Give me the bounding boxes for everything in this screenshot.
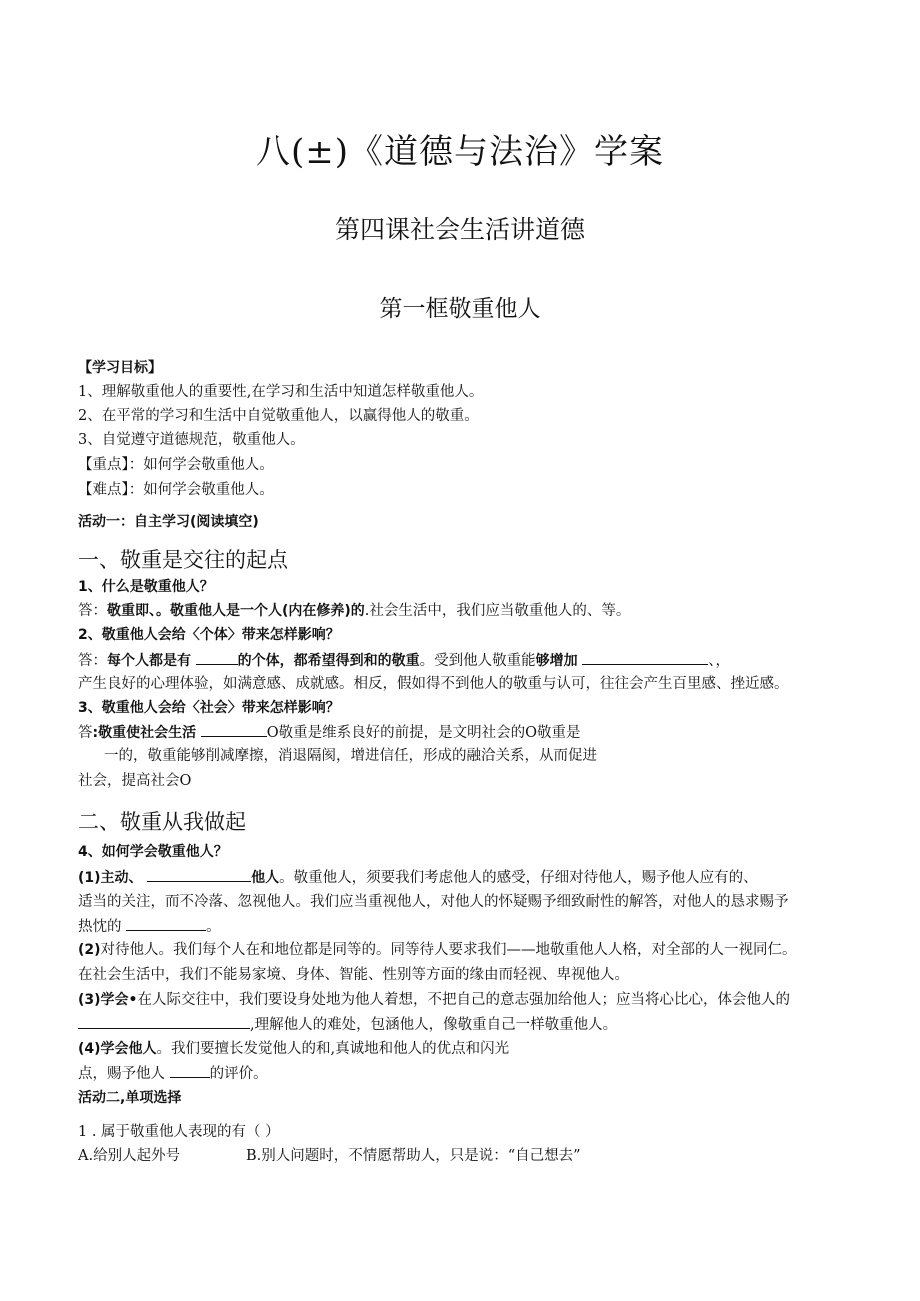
lesson-title: 第四课社会生活讲道德 — [334, 215, 585, 244]
method-1-line2: 适当的关注，而不冷落、忽视他人。我们应当重视他人，对他人的怀疑赐予细致耐性的解答，对他人的恳求赐予 — [78, 894, 789, 910]
fill-blank[interactable] — [196, 650, 238, 665]
question-3: 3、敬重他人会给〈社会〉带来怎样影响？ — [78, 700, 340, 716]
option-a: A.给别人起外号 — [78, 1148, 181, 1164]
answer-3-line3: 社会，提高社会O — [78, 773, 192, 789]
part1-heading: 一、敬重是交往的起点 — [78, 548, 288, 572]
option-b: B.别人问题时，不情愿帮助人，只是说：“自己想去” — [246, 1148, 581, 1164]
question-1: 1、什么是敬重他人？ — [78, 579, 214, 595]
method-2-line2: 在社会生活中，我们不能易家境、身体、智能、性别等方面的缘由而轻视、卑视他人。 — [78, 967, 629, 983]
difficult-point: 【难点】：如何学会敬重他人。 — [78, 482, 274, 498]
method-2: (2)对待他人。我们每个人在和地位都是同等的。同等待人要求我们——地敬重他人人格，对全部的人一视同仁。 — [78, 942, 797, 958]
key-point: 【重点】：如何学会敬重他人。 — [78, 457, 274, 473]
document-title: 八(±)《道德与法治》学案 — [255, 132, 665, 172]
method-4: (4)学会他人。我们要擅长发觉他人的和,真诚地和他人的优点和闪光 — [78, 1041, 510, 1057]
fill-blank[interactable] — [201, 722, 267, 737]
fill-blank[interactable] — [126, 916, 206, 931]
fill-blank[interactable] — [582, 650, 708, 665]
fill-blank[interactable] — [170, 1063, 210, 1078]
question-4: 4、如何学会敬重他人？ — [78, 844, 228, 860]
answer-2: 答：每个人都是有 的个体，都希望得到和的敬重。受到他人敬重能够增加 、， — [78, 650, 730, 671]
section-title: 第一框敬重他人 — [379, 296, 541, 322]
answer-3-line2: 一的，敬重能够削减摩擦，消退隔阂，增进信任，形成的融洽关系，从而促进 — [104, 748, 597, 764]
answer-2-line2: 产生良好的心理体验，如满意感、成就感。相反，假如得不到他人的敬重与认可，往往会产生百里感、挫近感。 — [78, 676, 789, 692]
part2-heading: 二、敬重从我做起 — [78, 810, 246, 834]
goal-item: 2、在平常的学习和生活中自觉敬重他人，以赢得他人的敬重。 — [78, 408, 479, 424]
method-3: (3)学会•在人际交往中，我们要设身处地为他人着想，不把自己的意志强加给他人；应当将心比心，体会他人的 — [78, 992, 790, 1008]
goal-item: 1、理解敬重他人的重要性,在学习和生活中知道怎样敬重他人。 — [78, 384, 484, 400]
method-1: (1)主动、 他人。敬重他人，须要我们考虑他人的感受，仔细对待他人，赐予他人应有的、 — [78, 867, 758, 888]
question-2: 2、敬重他人会给〈个体〉带来怎样影响？ — [78, 627, 340, 643]
activity2-label: 活动二,单项选择 — [78, 1090, 182, 1106]
answer-1: 答：敬重即、。敬重他人是一个人(内在修养)的.社会生活中，我们应当敬重他人的、等。 — [78, 603, 631, 619]
method-3-line2: ,理解他人的难处，包涵他人，像敬重自己一样敬重他人。 — [78, 1014, 617, 1035]
goals-label: 【学习目标】 — [78, 360, 162, 376]
activity1-label: 活动一：自主学习(阅读填空) — [78, 514, 259, 530]
fill-blank[interactable] — [147, 867, 251, 882]
fill-blank[interactable] — [78, 1014, 250, 1029]
method-1-line3: 热忱的 。 — [78, 916, 221, 937]
method-4-line2: 点，赐予他人 的评价。 — [78, 1063, 268, 1084]
goal-item: 3、自觉遵守道德规范，敬重他人。 — [78, 432, 305, 448]
answer-3: 答:敬重使社会生活 O敬重是维系良好的前提，是文明社会的O敬重是 — [78, 722, 581, 743]
choice-question-1: 1 . 属于敬重他人表现的有（ ） — [78, 1124, 280, 1140]
